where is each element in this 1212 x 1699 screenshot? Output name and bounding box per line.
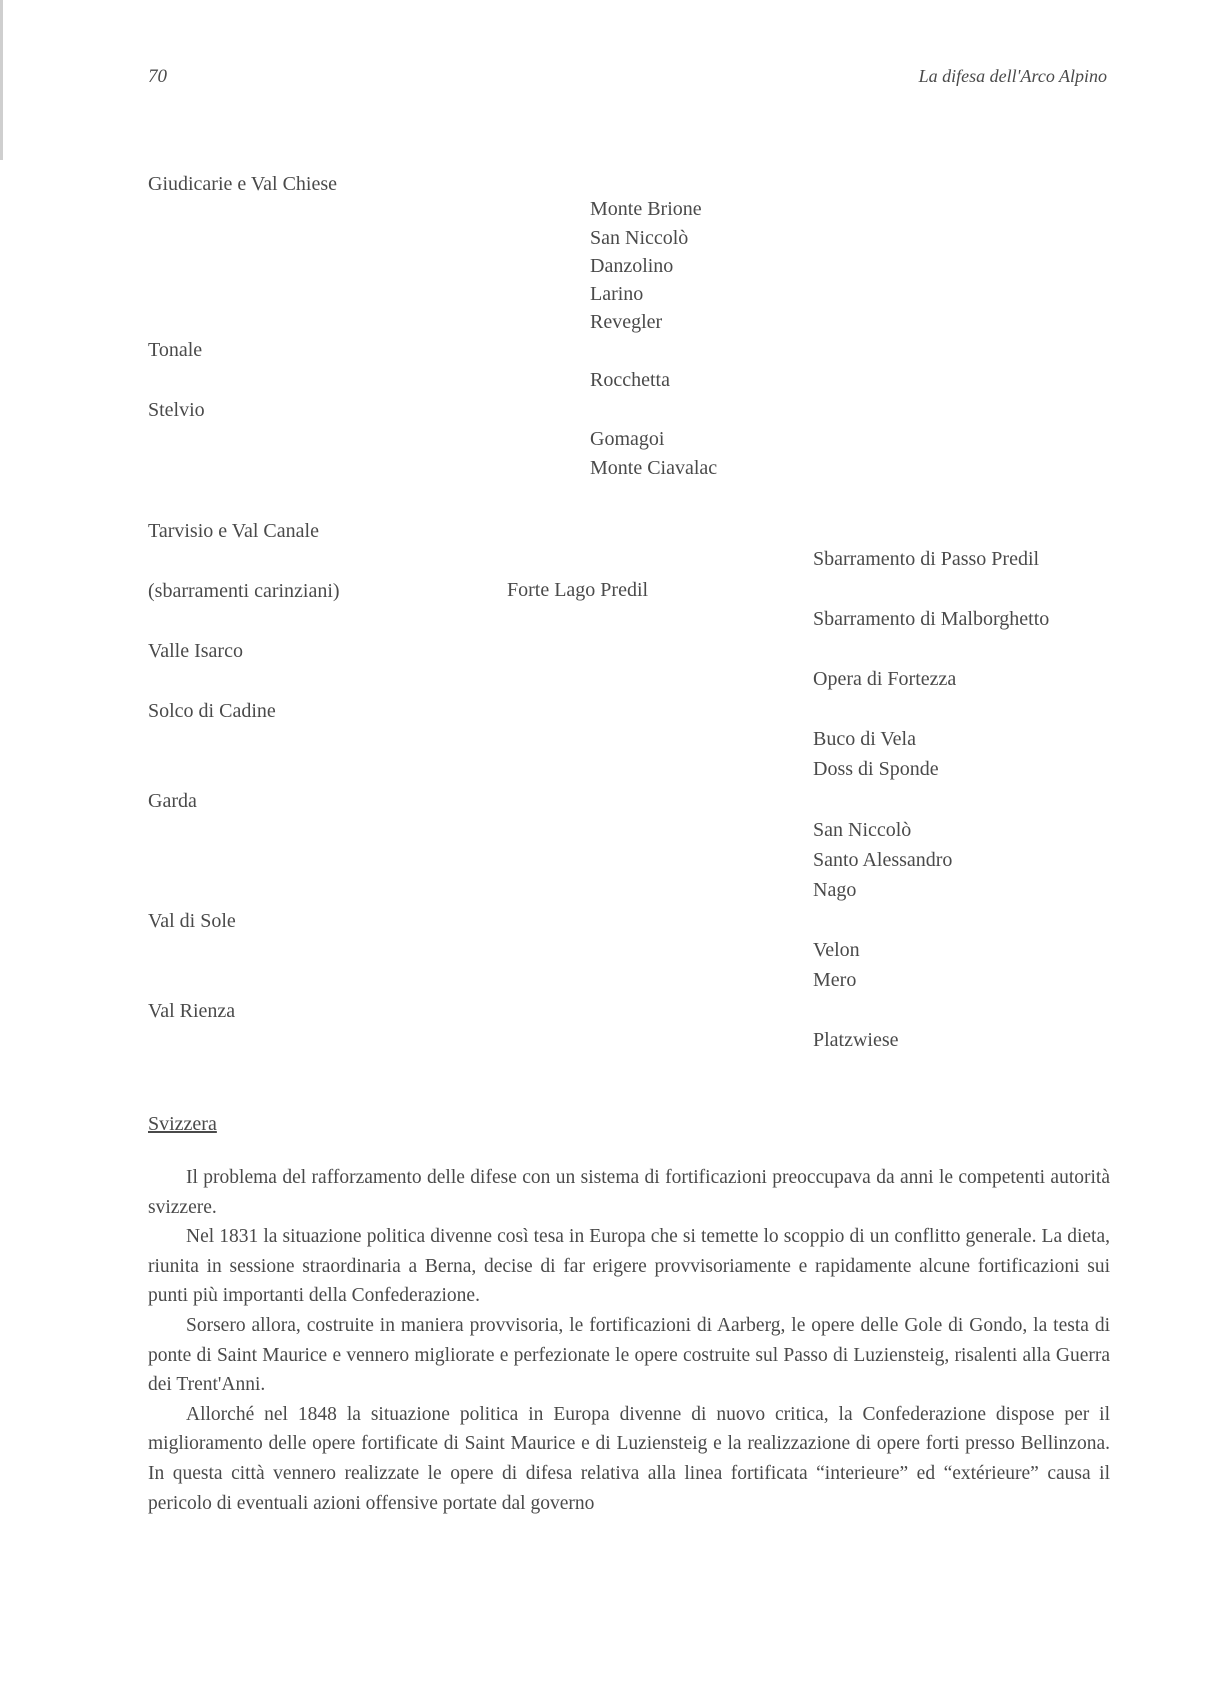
area-label: Val di Sole xyxy=(148,910,236,932)
barrier-label: Sbarramento di Passo Predil xyxy=(813,548,1040,570)
paragraph: Sorsero allora, costruite in maniera provvisoria, le fortificazioni di Aarberg, le opere delle Gole di Gondo, la testa di ponte di Saint Maurice e vennero migliorate e perfezionate le opere costruite sul Passo di Luziensteig, risalenti alla Guerra dei Trent'Anni. xyxy=(148,1314,1110,1396)
fort-label: Danzolino xyxy=(590,255,674,277)
paragraph: Il problema del rafforzamento delle difese con un sistema di fortificazioni preoccupava da anni le competenti autorità svizzere. xyxy=(148,1167,1110,1218)
body-text xyxy=(148,1163,1110,1518)
fort-label: Rocchetta xyxy=(590,369,670,391)
running-title: La difesa dell'Arco Alpino xyxy=(918,66,1107,86)
fort-label: Revegler xyxy=(590,311,663,333)
area-label: Val Rienza xyxy=(148,1000,236,1022)
barrier-label: Buco di Vela xyxy=(813,728,916,750)
barrier-label: Opera di Fortezza xyxy=(813,668,957,690)
fort-label: Larino xyxy=(590,283,644,305)
barrier-label: Doss di Sponde xyxy=(813,758,939,780)
area-label: Valle Isarco xyxy=(148,640,243,662)
fort-label: San Niccolò xyxy=(590,227,689,249)
fort-label: Monte Ciavalac xyxy=(590,457,718,479)
fort-label: Gomagoi xyxy=(590,428,665,450)
area-label: Giudicarie e Val Chiese xyxy=(148,173,338,195)
paragraph: Allorché nel 1848 la situazione politica in Europa divenne di nuovo critica, la Confederazione dispose per il miglioramento delle opere fortificate di Saint Maurice e di Luziensteig e la realizzazione di opere forti presso Bellinzona. In questa città vennero realizzate le opere di difesa relativa alla linea fortificata “interieure” ed “extérieure” causa il pericolo di eventuali azioni offensive portate dal governo xyxy=(148,1403,1110,1514)
area-label: Solco di Cadine xyxy=(148,700,276,722)
area-label: Tonale xyxy=(148,339,203,361)
paragraph: Nel 1831 la situazione politica divenne così tesa in Europa che si temette lo scoppio di un conflitto generale. La dieta, riunita in sessione straordinaria a Berna, decise di far erigere provvisoriamente e rapidamente alcune fortificazioni sui punti più importanti della Confederazione. xyxy=(148,1226,1110,1307)
area-label: Tarvisio e Val Canale xyxy=(148,520,319,542)
barrier-label: Nago xyxy=(813,879,857,901)
area-label: Stelvio xyxy=(148,399,205,421)
barrier-label: Platzwiese xyxy=(813,1029,899,1051)
barrier-label: Santo Alessandro xyxy=(813,849,953,871)
page-number: 70 xyxy=(148,66,167,87)
barrier-label: Mero xyxy=(813,969,857,991)
barrier-label: San Niccolò xyxy=(813,819,912,841)
area-label: (sbarramenti carinziani) xyxy=(148,580,340,602)
area-label: Garda xyxy=(148,790,197,812)
barrier-label: Sbarramento di Malborghetto xyxy=(813,608,1050,630)
fort-label: Forte Lago Predil xyxy=(507,579,649,601)
scan-edge xyxy=(0,0,3,160)
barrier-label: Velon xyxy=(813,939,860,961)
section-heading: Svizzera xyxy=(148,1113,217,1135)
fort-label: Monte Brione xyxy=(590,198,702,220)
